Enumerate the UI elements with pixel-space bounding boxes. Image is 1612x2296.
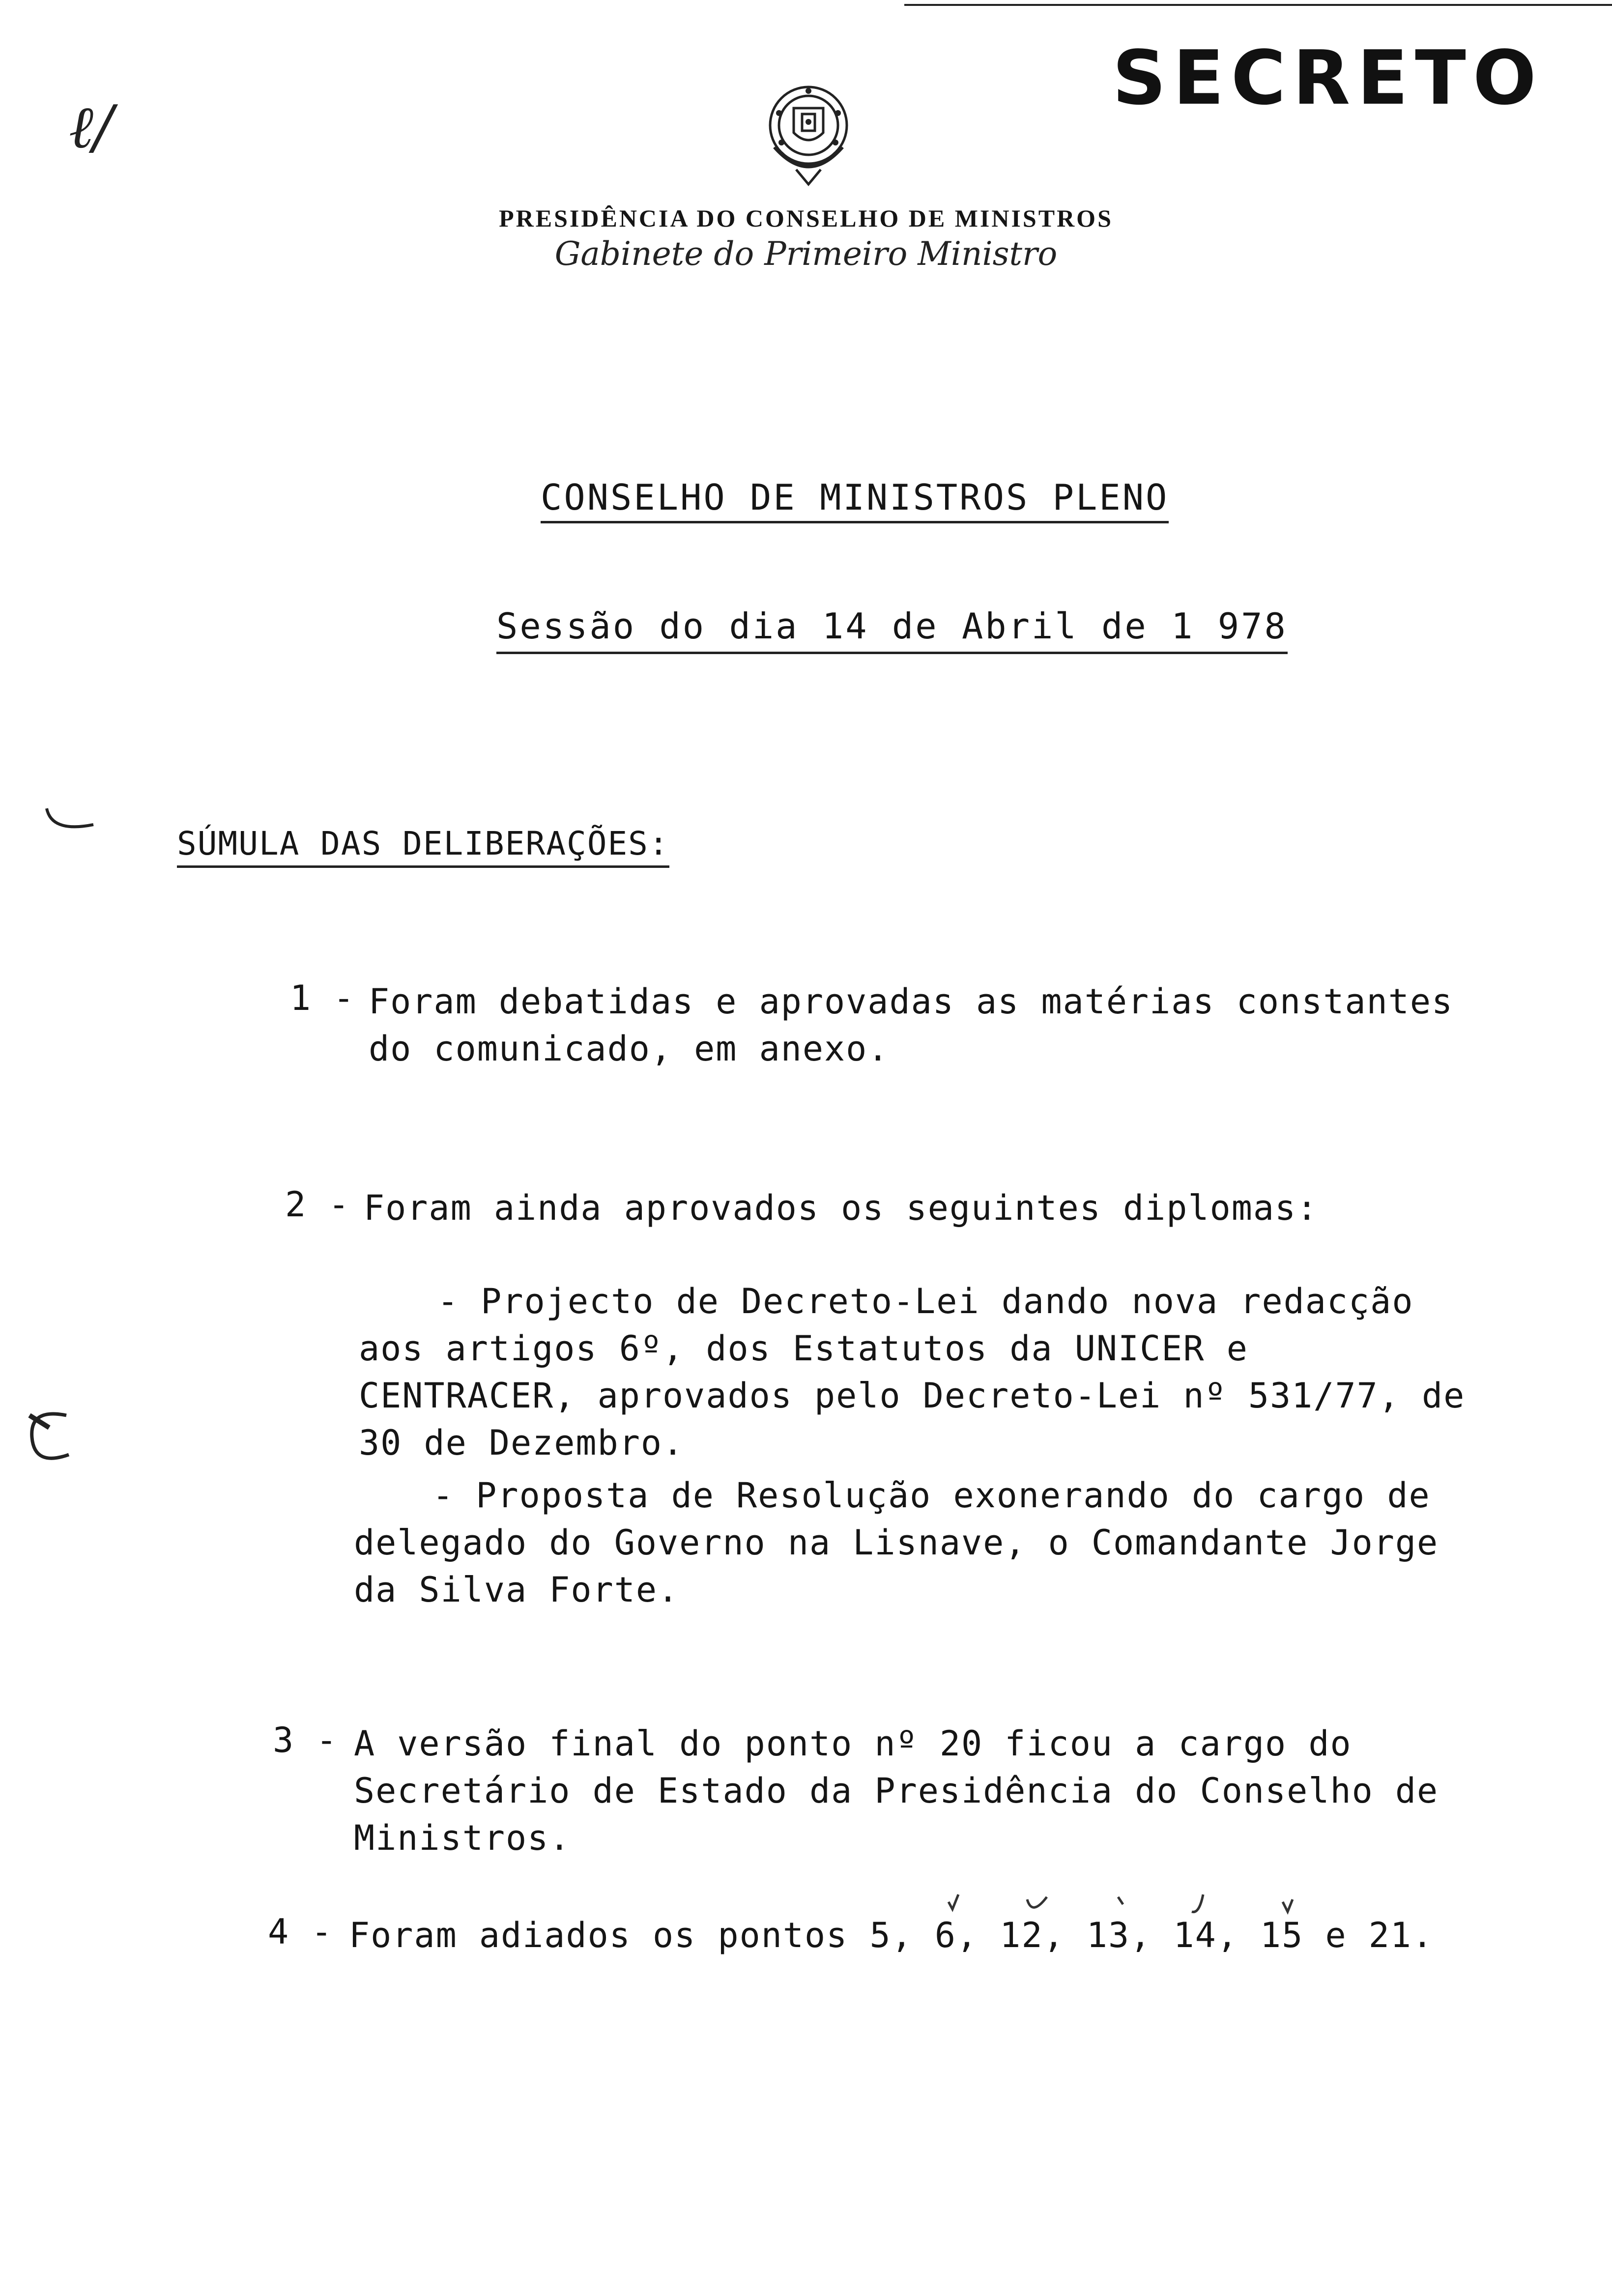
classification-stamp: SECRETO	[1112, 34, 1543, 121]
sub-item-text: - Projecto de Decreto-Lei dando nova redacção aos artigos 6º, dos Estatutos da UNICER e CENTRACER, aprovados pelo Decreto-Lei nº 531/77, de 30 de Dezembro.	[359, 1281, 1466, 1463]
office-name: Gabinete do Primeiro Ministro	[554, 235, 1058, 273]
item-number: 2 -	[285, 1184, 350, 1225]
document-title: CONSELHO DE MINISTROS PLENO	[541, 477, 1169, 523]
item-text: Foram debatidas e aprovadas as matérias constantes do comunicado, em anexo.	[369, 981, 1454, 1069]
item-text: A versão final do ponto nº 20 ficou a cargo do Secretário de Estado da Presidência do Conselho de Ministros.	[354, 1723, 1439, 1858]
sub-item-text: - Proposta de Resolução exonerando do cargo de delegado do Governo na Lisnave, o Comandante Jorge da Silva Forte.	[354, 1475, 1439, 1610]
item-number: 3 -	[273, 1720, 338, 1760]
handwritten-bracket-mark	[44, 806, 98, 840]
item-number: 4 -	[268, 1912, 333, 1952]
item-text: Foram ainda aprovados os seguintes diplomas:	[364, 1188, 1319, 1228]
coat-of-arms-seal	[754, 74, 863, 192]
organization-name: PRESIDÊNCIA DO CONSELHO DE MINISTROS	[499, 204, 1113, 232]
handwritten-margin-mark: ℓ/	[69, 93, 114, 162]
summary-heading: SÚMULA DAS DELIBERAÇÕES:	[177, 825, 669, 868]
item-text: Foram adiados os pontos 5, 6, 12, 13, 14, 15 e 21.	[349, 1915, 1434, 1955]
item-number: 1 -	[290, 978, 355, 1018]
session-date: Sessão do dia 14 de Abril de 1 978	[496, 605, 1288, 654]
top-rule	[904, 4, 1612, 6]
handwritten-bracket-mark	[20, 1406, 74, 1469]
